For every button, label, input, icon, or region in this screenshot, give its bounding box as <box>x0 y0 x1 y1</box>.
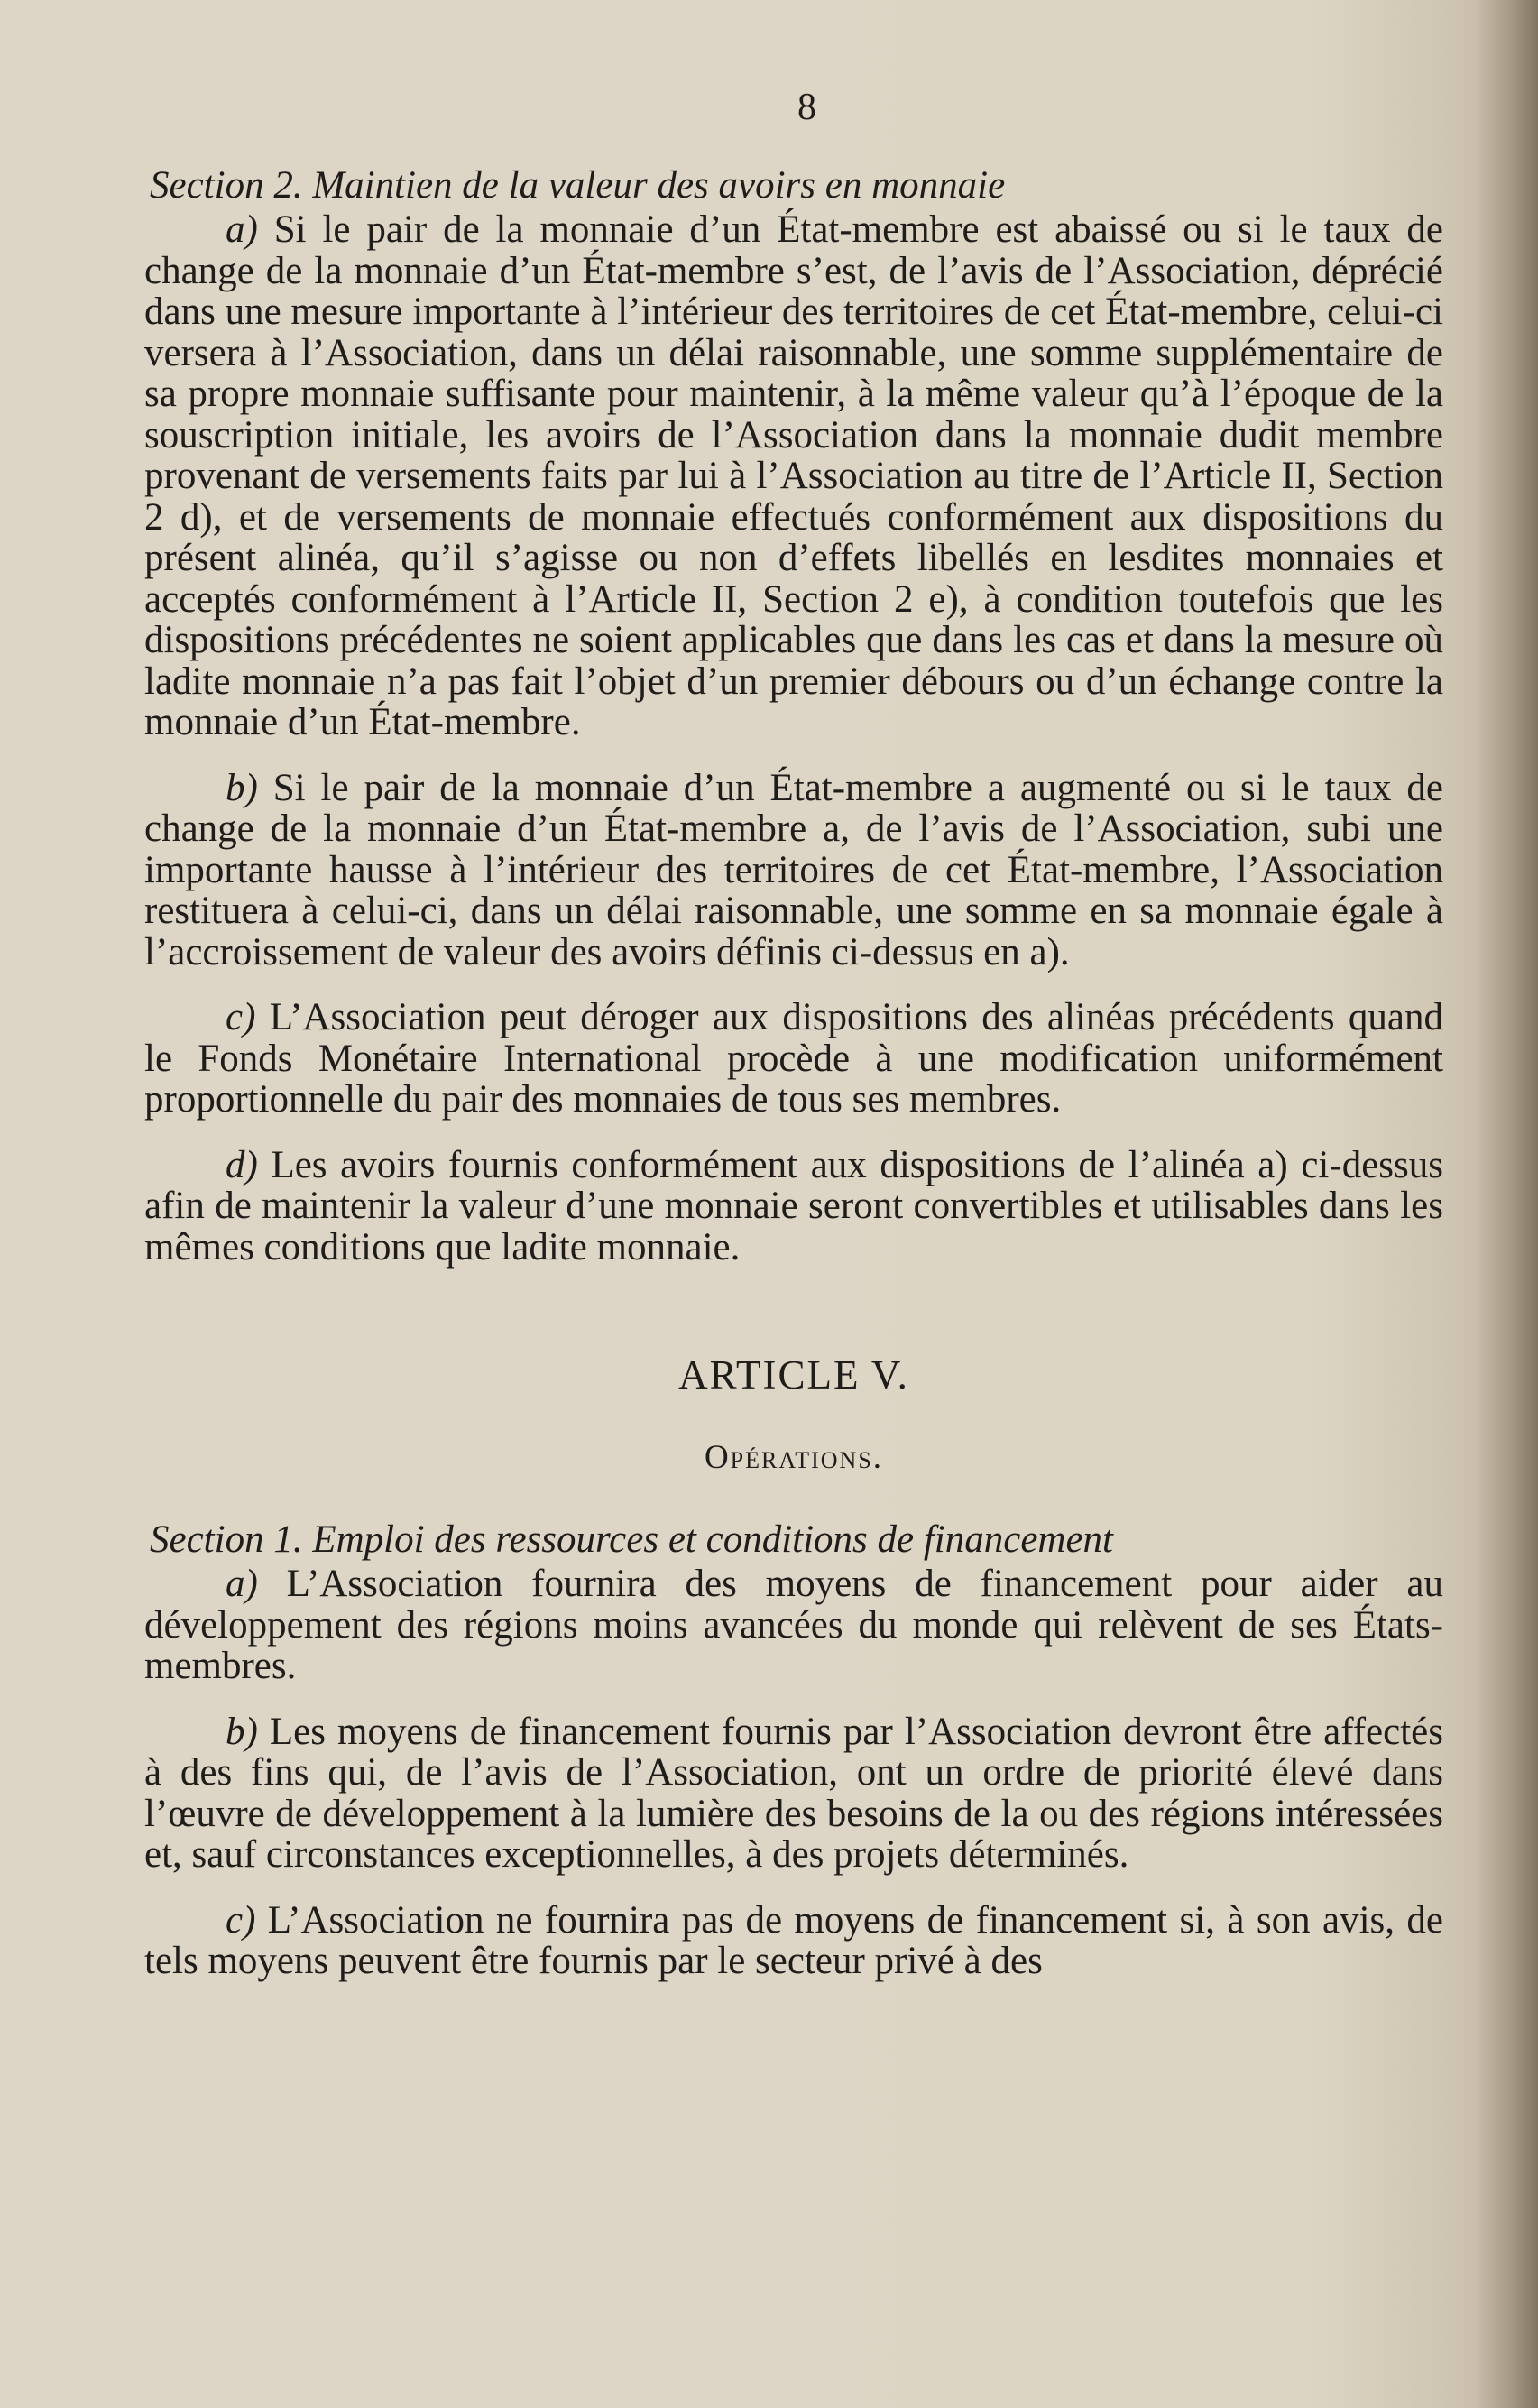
paragraph-letter: c) <box>226 996 256 1038</box>
paragraph-letter: a) <box>226 1563 258 1605</box>
section-2-paragraph-b <box>144 768 1443 973</box>
section-1-paragraph-a <box>144 1564 1443 1687</box>
paragraph-letter: c) <box>226 1898 256 1942</box>
section-1 <box>144 1518 1443 1982</box>
section-2-heading: Section 2. Maintien de la valeur des avoirs en monnaie <box>150 164 1006 207</box>
section-2-paragraph-c <box>144 997 1443 1121</box>
paragraph-text: L’Association peut déroger aux dispositions des alinéas précédents quand le Fonds Monétaire International procède à une modification uniformément proportionnelle du pair des monnaies de tous ses membres. <box>144 996 1443 1121</box>
paragraph-letter: d) <box>226 1143 258 1186</box>
paragraph-text: Si le pair de la monnaie d’un État-membre a augmenté ou si le taux de change de la monnaie d’un État-membre a, de l’avis de l’Association, subi une importante hausse à l’intérieur des territoires de cet État-membre, l’Association restituera à celui-ci, dans un délai raisonnable, une somme en sa monnaie égale à l’accroissement de valeur des avoirs définis ci-dessus en a). <box>144 766 1443 973</box>
paragraph-text: Les avoirs fournis conformément aux dispositions de l’alinéa a) ci-dessus afin de maintenir la valeur d’une monnaie seront convertibles et utilisables dans les mêmes conditions que ladite monnaie. <box>144 1143 1443 1269</box>
section-2-paragraph-d <box>144 1145 1443 1269</box>
paragraph-letter: a) <box>226 208 258 251</box>
paragraph-text: Les moyens de financement fournis par l’Association devront être affectés à des fins qui, de l’avis de l’Association, ont un ordre de priorité élevé dans l’œuvre de développement à la lumière des besoins de la ou des régions intéressées et, sauf circonstances exceptionnelles, à des projets déterminés. <box>144 1710 1443 1876</box>
article-subtitle: Opérations. <box>704 1439 884 1476</box>
document-body <box>144 164 1443 2007</box>
paragraph-letter: b) <box>226 1710 258 1753</box>
section-1-paragraph-c <box>144 1900 1443 1982</box>
page-edge-shadow <box>1475 0 1538 2408</box>
section-2-paragraph-a <box>144 209 1443 743</box>
section-1-paragraph-b <box>144 1711 1443 1876</box>
paragraph-text: L’Association fournira des moyens de financement pour aider au développement des régions moins avancées du monde qui relèvent de ses États-membres. <box>144 1563 1443 1687</box>
page-number: 8 <box>797 87 817 128</box>
section-2 <box>144 164 1443 1268</box>
paragraph-text: Si le pair de la monnaie d’un État-membre est abaissé ou si le taux de change de la monnaie d’un État-membre s’est, de l’avis de l’Association, déprécié dans une mesure importante à l’intérieur des territoires de cet État-membre, celui-ci versera à l’Association, dans un délai raisonnable, une somme supplémentaire de sa propre monnaie suffisante pour maintenir, à la même valeur qu’à l’époque de la souscription initiale, les avoirs de l’Association dans la monnaie dudit membre provenant de versements faits par lui à l’Association au titre de l’Article II, Section 2 d), et de versements de monnaie effectués conformément aux dispositions du présent alinéa, qu’il s’agisse ou non d’effets libellés en lesdites monnaies et acceptés conformément à l’Article II, Section 2 e), à condition toutefois que les dispositions précédentes ne soient applicables que dans les cas et dans la mesure où ladite monnaie n’a pas fait l’objet d’un premier débours ou d’un échange contre la monnaie d’un État-membre. <box>144 208 1443 743</box>
paragraph-letter: b) <box>226 766 258 809</box>
article-title: ARTICLE V. <box>678 1352 909 1398</box>
section-1-heading: Section 1. Emploi des ressources et conditions de financement <box>150 1518 1114 1561</box>
paragraph-text: L’Association ne fournira pas de moyens de financement si, à son avis, de tels moyens peuvent être fournis par le secteur privé à des <box>144 1898 1443 1982</box>
